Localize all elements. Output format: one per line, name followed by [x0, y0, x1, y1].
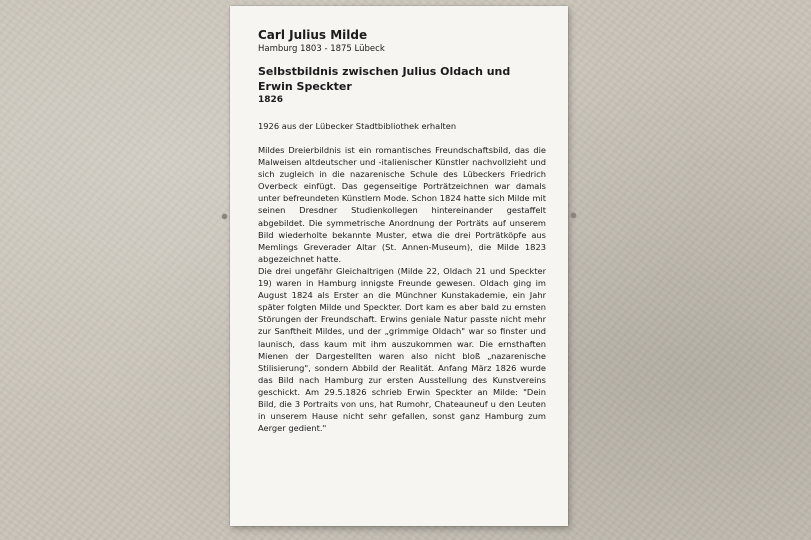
- artwork-title: Selbstbildnis zwischen Julius Oldach und Erwin Speckter: [258, 65, 511, 93]
- wall-nail-left: [222, 214, 227, 219]
- artwork-year: 1826: [258, 95, 284, 105]
- artist-name: Carl Julius Milde: [258, 28, 368, 42]
- museum-label-card: [230, 6, 568, 526]
- wall-nail-right: [571, 213, 576, 218]
- description-paragraph-1: Mildes Dreierbildnis ist ein romantisches Freundschaftsbild, das die Malweisen altdeutscher und -italienischer Künstler nachvollzieht und sich zugleich in die nazarenische Schule des Lübeckers Friedrich Overbeck einfügt. Das gegenseitige Porträtzeichnen war damals unter befreundeten Künstlern Mode. Schon 1824 hatte sich Milde mit seinen Dresdner Studienkollegen hintereinander gestaffelt abgebildet. Die symmetrische Anordnung der Porträts auf unserem Bild wiederholte bekannte Muster, etwa die drei Porträtköpfe aus Memlings Greverader Altar (St. Annen-Museum), die Milde 1823 abgezeichnet hatte.: [258, 145, 546, 264]
- description-paragraph-2: Die drei ungefähr Gleichaltrigen (Milde 22, Oldach 21 und Speckter 19) waren in Hamburg innigste Freunde gewesen. Oldach ging im August 1824 als Erster an die Münchner Kunstakademie, ein Jahr später folgten Milde und Speckter. Dort kam es aber bald zu ernsten Störungen der Freundschaft. Erwins geniale Natur passte nicht mehr zur Sanftheit Mildes, und der „grimmige Oldach" war so finster und launisch, dass kaum mit ihm auszukommen war. Die ernsthaften Mienen der Dargestellten waren also nicht bloß „nazarenische Stilisierung", sondern Abbild der Realität. Anfang März 1826 wurde das Bild nach Hamburg zur ersten Ausstellung des Kunstvereins geschickt. Am 29.5.1826 schrieb Erwin Speckter an Milde: "Dein Bild, die 3 Portraits von uns, hat Rumohr, Chateauneuf u den Leuten in unserem Hause nicht sehr gefallen, sonst ganz Hamburg zum Aerger gedient.": [258, 265, 546, 434]
- artist-life-dates: Hamburg 1803 - 1875 Lübeck: [258, 44, 385, 54]
- provenance-note: 1926 aus der Lübecker Stadtbibliothek erhalten: [258, 121, 457, 131]
- description: [258, 144, 546, 434]
